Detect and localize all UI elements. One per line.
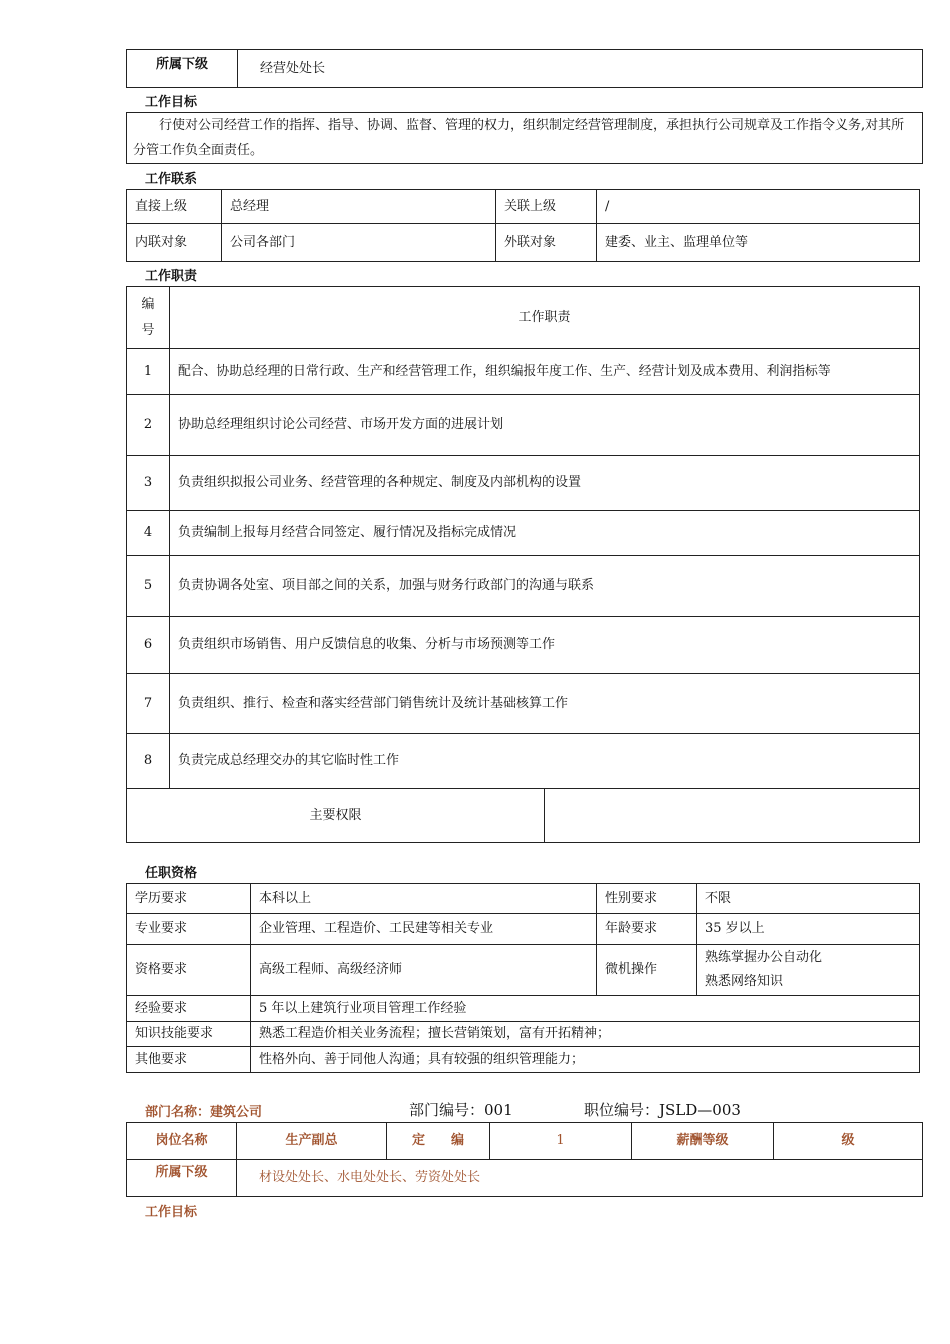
- authority-row: [127, 789, 920, 843]
- contact-key: 关联上级: [496, 190, 597, 224]
- salary-grade-label: 薪酬等级: [632, 1123, 774, 1160]
- qualification-value: 35 岁以上: [697, 914, 920, 945]
- qualification-key: 其他要求: [127, 1047, 251, 1073]
- qualification-row: [127, 914, 920, 945]
- duties-no-header-line1: 编: [141, 296, 155, 312]
- duty-no: 3: [127, 456, 170, 511]
- duties-no-header-line2: 号: [141, 322, 155, 338]
- duty-text: 配合、协助总经理的日常行政、生产和经营管理工作，组织编报年度工作、生产、经营计划及成本费用、利润指标等: [170, 349, 920, 395]
- qualification-value: 熟悉工程造价相关业务流程；擅长营销策划，富有开拓精神；: [251, 1022, 920, 1047]
- position-subordinate-row: [127, 1160, 923, 1197]
- duties-header-row: [127, 287, 920, 349]
- next-goal-heading: 工作目标: [145, 1205, 198, 1220]
- headcount-label: 定 编: [387, 1123, 490, 1160]
- qualification-key: 专业要求: [127, 914, 251, 945]
- duty-no: 8: [127, 734, 170, 789]
- duties-table: [126, 286, 920, 843]
- contact-value: 总经理: [222, 190, 496, 224]
- duty-row: [127, 395, 920, 456]
- duty-text: 负责协调各处室、项目部之间的关系，加强与财务行政部门的沟通与联系: [170, 556, 920, 617]
- position-number: 职位编号：JSLD—003: [584, 1101, 741, 1119]
- duty-row: [127, 674, 920, 734]
- duty-no: 6: [127, 617, 170, 674]
- qualification-row: [127, 884, 920, 914]
- qualification-value: 本科以上: [251, 884, 597, 914]
- duty-text: 协助总经理组织讨论公司经营、市场开发方面的进展计划: [170, 395, 920, 456]
- qualification-value: 不限: [697, 884, 920, 914]
- contact-value: /: [597, 190, 920, 224]
- qualification-key: 知识技能要求: [127, 1022, 251, 1047]
- contact-value: 建委、业主、监理单位等: [597, 224, 920, 262]
- authority-label: 主要权限: [127, 789, 545, 843]
- goal-heading: 工作目标: [145, 95, 198, 110]
- duty-text: 负责组织市场销售、用户反馈信息的收集、分析与市场预测等工作: [170, 617, 920, 674]
- position-table: [126, 1122, 923, 1197]
- dept-number: 部门编号：001: [409, 1101, 513, 1119]
- contact-row: [127, 190, 920, 224]
- duties-no-header: [127, 287, 170, 349]
- qualification-table: [126, 883, 920, 1073]
- contact-table: [126, 189, 920, 262]
- position-name-value: 生产副总: [237, 1123, 387, 1160]
- qualification-key: 学历要求: [127, 884, 251, 914]
- qualification-row: [127, 1047, 920, 1073]
- duty-no: 4: [127, 511, 170, 556]
- computer-skill-1: 熟练掌握办公自动化: [705, 950, 823, 965]
- duty-row: [127, 349, 920, 395]
- duty-no: 5: [127, 556, 170, 617]
- subordinate-value: 经营处处长: [238, 50, 923, 88]
- salary-grade-value: 级: [774, 1123, 923, 1160]
- qualification-key: 资格要求: [127, 945, 251, 996]
- goal-table: [126, 112, 923, 164]
- duty-no: 1: [127, 349, 170, 395]
- duty-row: [127, 734, 920, 789]
- dept-name: 部门名称：建筑公司: [145, 1105, 263, 1120]
- contact-key: 直接上级: [127, 190, 222, 224]
- qualification-key: 经验要求: [127, 996, 251, 1022]
- goal-text: 行使对公司经营工作的指挥、指导、协调、监督、管理的权力，组织制定经营管理制度，承担执行公司规章及工作指令义务,对其所分管工作负全面责任。: [127, 113, 923, 164]
- duty-text: 负责完成总经理交办的其它临时性工作: [170, 734, 920, 789]
- duties-heading: 工作职责: [145, 269, 198, 284]
- computer-skill-2: 熟悉网络知识: [705, 974, 784, 989]
- qualification-key: 微机操作: [597, 945, 697, 996]
- duty-row: [127, 511, 920, 556]
- duty-text: 负责组织拟报公司业务、经营管理的各种规定、制度及内部机构的设置: [170, 456, 920, 511]
- contact-key: 外联对象: [496, 224, 597, 262]
- duty-no: 2: [127, 395, 170, 456]
- duty-no: 7: [127, 674, 170, 734]
- qualification-value: 企业管理、工程造价、工民建等相关专业: [251, 914, 597, 945]
- position-header-row: [127, 1123, 923, 1160]
- qualification-row: [127, 1022, 920, 1047]
- qualification-row: [127, 996, 920, 1022]
- subordinate-table: [126, 49, 923, 88]
- duty-text: 负责组织、推行、检查和落实经营部门销售统计及统计基础核算工作: [170, 674, 920, 734]
- qualification-key: 性别要求: [597, 884, 697, 914]
- contact-heading: 工作联系: [145, 172, 198, 187]
- contact-row: [127, 224, 920, 262]
- position-subordinate-value: 材设处处长、水电处处长、劳资处处长: [237, 1160, 923, 1197]
- subordinate-label: 所属下级: [127, 50, 238, 88]
- qualification-value: 高级工程师、高级经济师: [251, 945, 597, 996]
- duties-col-header: 工作职责: [170, 287, 920, 349]
- position-name-label: 岗位名称: [127, 1123, 237, 1160]
- headcount-value: 1: [490, 1123, 632, 1160]
- qualification-key: 年龄要求: [597, 914, 697, 945]
- qualification-value: 5 年以上建筑行业项目管理工作经验: [251, 996, 920, 1022]
- authority-value: [545, 789, 920, 843]
- position-subordinate-label: 所属下级: [127, 1160, 237, 1197]
- duty-row: [127, 456, 920, 511]
- contact-value: 公司各部门: [222, 224, 496, 262]
- contact-key: 内联对象: [127, 224, 222, 262]
- qualification-value: 性格外向、善于同他人沟通；具有较强的组织管理能力；: [251, 1047, 920, 1073]
- duty-row: [127, 556, 920, 617]
- qualification-heading: 任职资格: [145, 866, 198, 881]
- duty-row: [127, 617, 920, 674]
- qualification-row: [127, 945, 920, 996]
- qualification-value: [697, 945, 920, 996]
- duty-text: 负责编制上报每月经营合同签定、履行情况及指标完成情况: [170, 511, 920, 556]
